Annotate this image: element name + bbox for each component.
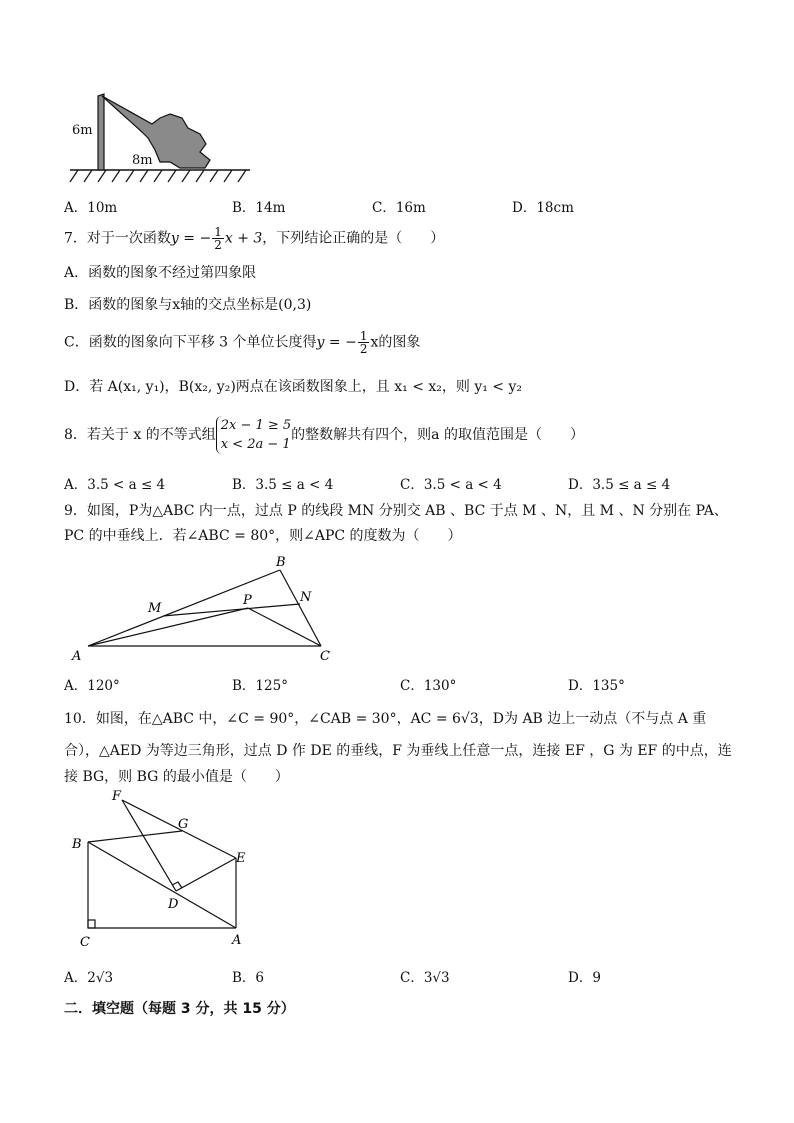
broken-tree xyxy=(102,96,210,168)
label-F: F xyxy=(112,789,122,804)
label-A: A xyxy=(72,649,82,664)
q8-option-b: B．3.5 ≤ a < 4 xyxy=(232,477,334,493)
label-D: D xyxy=(168,897,179,912)
height-label: 6m xyxy=(72,123,93,138)
q7-stem-post: ，下列结论正确的是（ ） xyxy=(262,230,445,247)
segment-BC xyxy=(280,570,321,646)
inequality-1: 2x − 1 ≥ 5 xyxy=(220,418,292,433)
tree-trunk xyxy=(98,94,104,170)
label-B: B xyxy=(276,555,286,570)
q10-option-b: B．6 xyxy=(232,970,265,986)
segment-DE xyxy=(176,858,236,891)
q8-option-a: A．3.5 < a ≤ 4 xyxy=(64,477,166,493)
q7-stem xyxy=(64,226,444,251)
segment-PC xyxy=(248,608,321,646)
q9-option-c: C．130° xyxy=(400,678,457,694)
label-B: B xyxy=(72,837,82,852)
q6-option-d: D．18cm xyxy=(512,200,574,216)
label-G: G xyxy=(178,817,189,832)
segment-BA xyxy=(88,842,236,928)
q7-option-c-fraction: $\frac{1}{2}$ xyxy=(359,329,368,356)
q7-option-a: A．函数的图象不经过第四象限 xyxy=(64,265,257,281)
q8-option-c: C．3.5 < a < 4 xyxy=(400,477,502,493)
q7-option-b: B．函数的图象与x轴的交点坐标是(0,3) xyxy=(64,297,312,313)
q6-option-b: B．14m xyxy=(232,200,286,216)
q8-stem-post: 的整数解共有四个，则a 的取值范围是（ ） xyxy=(291,427,584,443)
label-P: P xyxy=(243,593,252,608)
q8-stem xyxy=(64,416,584,454)
q9-option-d: D．135° xyxy=(568,678,625,694)
q6-option-a: A．10m xyxy=(64,200,118,216)
q9-figure xyxy=(60,548,350,668)
q7-func: y = − xyxy=(170,230,212,247)
q7-option-c-text: C．函数的图象向下平移 3 个单位长度得 xyxy=(64,334,317,351)
q6-option-c: C．16m xyxy=(372,200,426,216)
q10-option-c: C．3√3 xyxy=(400,970,450,986)
label-N: N xyxy=(300,590,312,605)
q7-func-tail: x + 3 xyxy=(224,230,263,247)
q10-stem-line1: 10．如图，在△ABC 中，∠C = 90°，∠CAB = 30°，AC = 6√3，D为 AB 边上一动点（不与点 A 重 xyxy=(64,711,707,727)
label-C: C xyxy=(80,935,90,950)
q9-stem-line2: PC 的中垂线上．若∠ABC = 80°，则∠APC 的度数为（ ） xyxy=(64,528,462,544)
label-M: M xyxy=(148,601,162,616)
q7-fraction: $\frac{1}{2}$ xyxy=(214,225,222,252)
q7-option-c-func: y = − xyxy=(316,334,357,351)
q10-option-a: A．2√3 xyxy=(64,970,114,986)
q10-option-d: D．9 xyxy=(568,970,601,986)
label-E: E xyxy=(236,851,246,866)
q9-stem-line1: 9．如图，P为△ABC 内一点，过点 P 的线段 MN 分别交 AB 、BC 于点 M 、N，且 M 、N 分别在 PA、 xyxy=(64,503,728,519)
q8-stem-pre: 8．若关于 x 的不等式组 xyxy=(64,427,216,443)
segment-BG xyxy=(88,831,182,842)
base-label: 8m xyxy=(132,153,153,168)
q9-option-b: B．125° xyxy=(232,678,288,694)
q10-figure xyxy=(60,786,280,956)
q10-stem-line3: 接 BG，则 BG 的最小值是（ ） xyxy=(64,769,289,785)
q10-stem-line2: 合），△AED 为等边三角形，过点 D 作 DE 的垂线，F 为垂线上任意一点，连接 EF ，G 为 EF 的中点，连 xyxy=(64,743,732,759)
right-angle-C xyxy=(88,920,95,928)
q8-option-d: D．3.5 ≤ a ≤ 4 xyxy=(568,477,671,493)
label-A: A xyxy=(232,933,242,948)
inequality-system xyxy=(216,416,291,454)
q7-option-c xyxy=(64,330,420,355)
q7-option-c-tail: x的图象 xyxy=(370,334,421,351)
q6-figure xyxy=(60,88,260,188)
label-C: C xyxy=(320,649,330,664)
q9-option-a: A．120° xyxy=(64,678,120,694)
segment-MN xyxy=(163,604,300,616)
inequality-2: x < 2a − 1 xyxy=(220,437,291,452)
q7-stem-pre: 7．对于一次函数 xyxy=(64,230,171,247)
q7-option-d: D．若 A(x₁, y₁)，B(x₂, y₂)两点在该函数图象上，且 x₁ < x₂，则 y₁ < y₂ xyxy=(64,379,522,395)
section-2-title: 二．填空题（每题 3 分，共 15 分） xyxy=(64,1001,295,1017)
